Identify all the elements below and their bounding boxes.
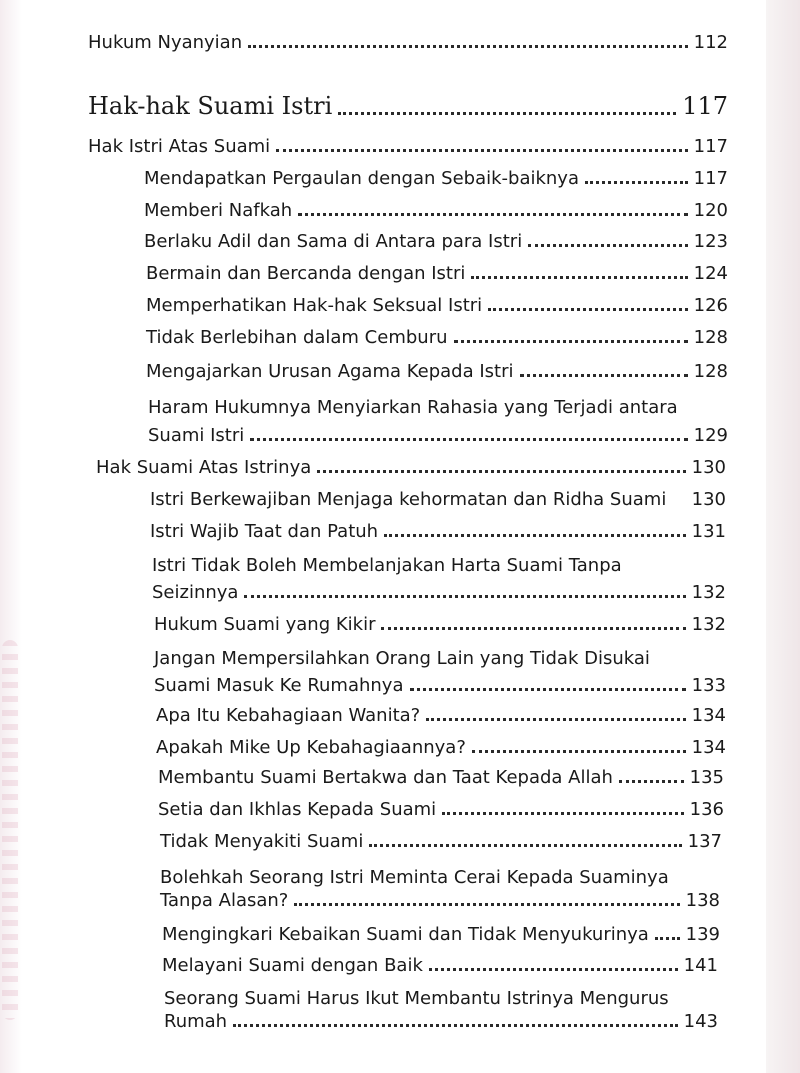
dot-leader [528,244,687,247]
toc-entry-page: 139 [685,924,720,945]
toc-entry-page: 132 [691,582,726,603]
dot-leader [381,627,685,630]
toc-entry-title: Tidak Menyakiti Suami [160,831,364,852]
dot-leader [471,276,687,279]
dot-leader [442,812,683,815]
toc-entry [154,614,726,635]
toc-entry-page: 141 [683,955,718,976]
dot-leader [244,595,685,598]
toc-entry-page: 128 [693,327,728,348]
toc-entry-title: Hukum Suami yang Kikir [154,614,376,635]
toc-entry-page: 137 [687,831,722,852]
section-title: Hak Istri Atas Suami [88,136,271,157]
dot-leader [338,112,676,115]
toc-entry-title: Melayani Suami dengan Baik [162,955,423,976]
toc-entry-page: 135 [689,767,724,788]
dot-leader [454,340,688,343]
toc-entry [146,327,728,348]
toc-entry-title: Seizinnya [152,582,239,603]
dot-leader [248,45,688,48]
toc-entry-title: Bermain dan Bercanda dengan Istri [146,263,466,284]
toc-entry-page: 131 [691,521,726,542]
toc-entry [156,737,726,758]
toc-entry [158,799,724,820]
dot-leader [619,780,684,783]
toc-entry-page: 128 [693,361,728,382]
toc-entry [160,890,720,911]
toc-entry-page: 134 [691,705,726,726]
dot-leader [410,688,686,691]
toc-entry-page: 120 [693,200,728,221]
toc-entry [88,32,728,53]
toc-entry-title: Istri Wajib Taat dan Patuh [150,521,379,542]
toc-entry [144,200,728,221]
dot-leader [472,750,686,753]
section-title: Hak Suami Atas Istrinya [96,457,312,478]
toc-entry-page: 132 [691,614,726,635]
toc-entry [144,231,728,252]
toc-entry-title-line1: Bolehkah Seorang Istri Meminta Cerai Kepada Suaminya [160,867,669,888]
toc-section [96,457,726,478]
toc-entry [162,955,718,976]
toc-entry [150,489,726,510]
toc-entry [146,295,728,316]
toc-entry [160,831,722,852]
toc-entry [146,361,728,382]
toc-entry [154,675,726,696]
toc-entry-title-line1: Haram Hukumnya Menyiarkan Rahasia yang Terjadi antara [148,397,678,418]
toc-entry-page: 130 [691,489,726,510]
dot-leader [250,438,687,441]
toc-entry-page: 136 [689,799,724,820]
toc-entry-title: Memperhatikan Hak-hak Seksual Istri [146,295,483,316]
toc-entry-page: 134 [691,737,726,758]
toc-entry-page: 123 [693,231,728,252]
toc-chapter [88,92,728,120]
toc-entry [156,705,726,726]
dot-leader [655,937,680,940]
dot-leader [426,718,685,721]
toc-entry-title-line1: Seorang Suami Harus Ikut Membantu Istrinya Mengurus [164,988,669,1009]
toc-entry-title: Mengajarkan Urusan Agama Kepada Istri [146,361,514,382]
dot-leader [369,844,681,847]
toc-entry-page: 117 [693,168,728,189]
toc-entry-title: Istri Berkewajiban Menjaga kehormatan dan Ridha Suami [150,489,667,510]
toc-entry-title: Tanpa Alasan? [160,890,289,911]
dot-leader [298,213,688,216]
toc-entry-title: Hukum Nyanyian [88,32,243,53]
section-page: 117 [693,136,728,157]
toc-entry-title: Apa Itu Kebahagiaan Wanita? [156,705,421,726]
dot-leader [520,374,688,377]
toc-entry-page: 126 [693,295,728,316]
toc-entry-page: 133 [691,675,726,696]
toc-entry [152,582,726,603]
dot-leader [233,1024,678,1027]
toc-entry-title: Rumah [164,1011,228,1032]
chapter-title: Hak-hak Suami Istri [88,92,333,120]
toc-entry-page: 112 [693,32,728,53]
toc-entry-page: 129 [693,425,728,446]
toc-entry-title-line1: Jangan Mempersilahkan Orang Lain yang Tidak Disukai [154,648,650,669]
dot-leader [429,968,678,971]
toc-section [88,136,728,157]
toc-entry-title: Mendapatkan Pergaulan dengan Sebaik-baiknya [144,168,579,189]
section-page: 130 [691,457,726,478]
toc-entry-title-line1: Istri Tidak Boleh Membelanjakan Harta Suami Tanpa [152,555,622,576]
toc-entry-title: Membantu Suami Bertakwa dan Taat Kepada Allah [158,767,613,788]
dot-leader [294,903,679,906]
toc-entry-title: Mengingkari Kebaikan Suami dan Tidak Menyukurinya [162,924,649,945]
toc-entry [164,1011,718,1032]
toc-entry [148,425,728,446]
chapter-page: 117 [682,92,728,120]
toc-entry-page: 124 [693,263,728,284]
toc-entry [158,767,724,788]
toc-entry-title: Tidak Berlebihan dalam Cemburu [146,327,448,348]
toc-entry [150,521,726,542]
toc-entry-title: Suami Masuk Ke Rumahnya [154,675,404,696]
toc-entry-title: Memberi Nafkah [144,200,293,221]
toc-entry-title: Apakah Mike Up Kebahagiaannya? [156,737,466,758]
toc-entry-title: Berlaku Adil dan Sama di Antara para Istri [144,231,523,252]
toc-entry [146,263,728,284]
dot-leader [585,181,688,184]
toc-entry-title: Setia dan Ikhlas Kepada Suami [158,799,437,820]
dot-leader [317,470,685,473]
toc-entry [162,924,720,945]
dot-leader [488,308,687,311]
toc-entry-page: 138 [685,890,720,911]
toc-entry-title: Suami Istri [148,425,245,446]
toc-entry [144,168,728,189]
dot-leader [276,149,687,152]
dot-leader [384,534,686,537]
toc-entry-page: 143 [683,1011,718,1032]
